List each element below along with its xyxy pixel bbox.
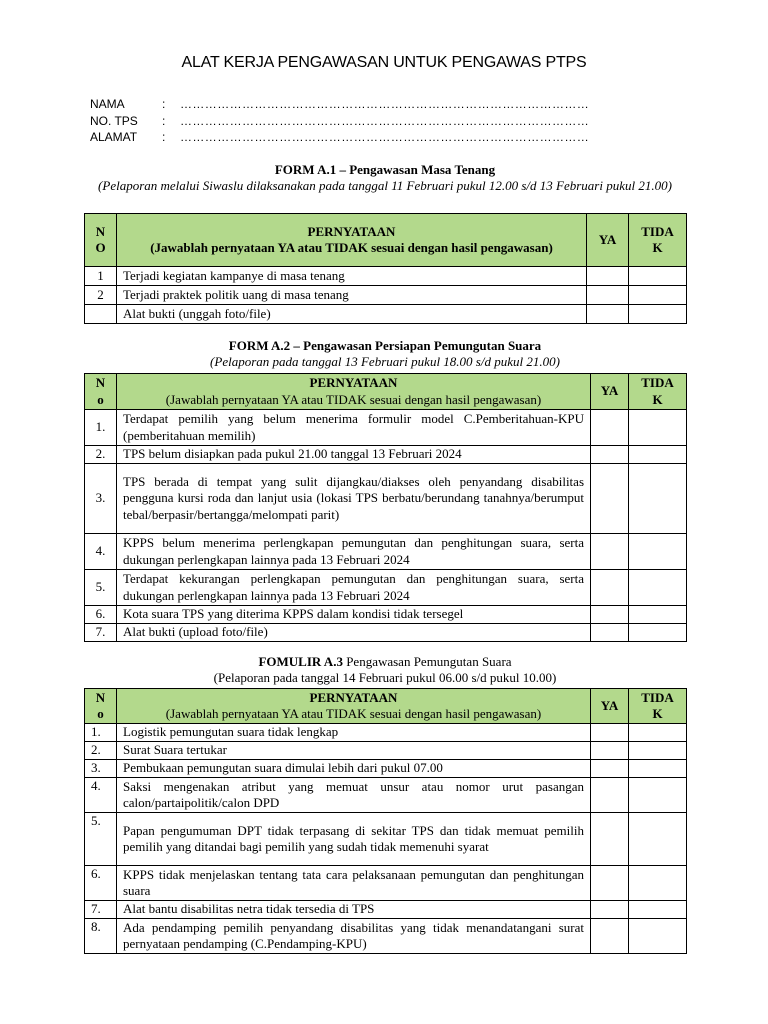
answer-ya-cell[interactable] [587,305,629,324]
row-number: 1. [85,410,117,446]
form-a3-heading [84,654,686,686]
row-number: 3. [85,464,117,534]
answer-tidak-cell[interactable] [629,446,687,464]
identity-fields [90,96,620,146]
header-no: N o [85,374,117,410]
form-title: FOMULIR A.3 Pengawasan Pemungutan Suara [258,654,512,669]
header-no: N o [85,689,117,724]
identity-fill-line: ……………………………………………………………………………………… [180,130,590,144]
form-a3-table [84,688,687,954]
identity-fill-line: ……………………………………………………………………………………… [180,113,590,128]
header-ya: YA [591,689,629,724]
header-no: N O [85,214,117,267]
answer-ya-cell[interactable] [591,534,629,570]
answer-ya-cell[interactable] [591,624,629,642]
form-a2-heading [84,338,686,370]
form-title: FORM A.1 – Pengawasan Masa Tenang [274,162,496,177]
row-statement: TPS berada di tempat yang sulit dijangkau/diakses oleh penyandang disabilitas pengguna kursi roda dan lanjut usia (lokasi TPS berbatu/berundang tanahnya/berumput tebal/berpasir/bertangga/melompati parit) [117,464,591,534]
identity-colon: : [162,130,166,144]
row-statement: Saksi mengenakan atribut yang memuat unsur atau nomor urut pasangan calon/partaipolitik/calon DPD [117,778,591,813]
row-statement: Ada pendamping pemilih penyandang disabilitas yang tidak menandatangani surat pernyataan pendamping (C.Pendamping-KPU) [117,919,591,954]
answer-ya-cell[interactable] [591,901,629,919]
table-row [85,446,687,464]
answer-tidak-cell[interactable] [629,570,687,606]
answer-ya-cell[interactable] [591,724,629,742]
answer-ya-cell[interactable] [587,286,629,305]
identity-row-nama [90,96,620,113]
row-number [85,305,117,324]
row-statement: Surat Suara tertukar [117,742,591,760]
identity-row-no-tps [90,113,620,130]
header-pernyataan: PERNYATAAN (Jawablah pernyataan YA atau TIDAK sesuai dengan hasil pengawasan) [117,689,591,724]
row-number: 3. [85,760,117,778]
table-header-row [85,214,687,267]
answer-tidak-cell[interactable] [629,866,687,901]
row-statement: Alat bukti (upload foto/file) [117,624,591,642]
row-number: 2. [85,742,117,760]
row-number: 1 [85,267,117,286]
row-number: 2. [85,446,117,464]
answer-tidak-cell[interactable] [629,778,687,813]
header-tidak: TIDA K [629,374,687,410]
answer-ya-cell[interactable] [591,570,629,606]
answer-ya-cell[interactable] [591,464,629,534]
table-header-row [85,374,687,410]
table-row [85,305,687,324]
header-tidak: TIDA K [629,689,687,724]
row-number: 6. [85,606,117,624]
row-statement: Alat bukti (unggah foto/file) [117,305,587,324]
answer-ya-cell[interactable] [591,866,629,901]
answer-tidak-cell[interactable] [629,724,687,742]
table-row [85,570,687,606]
row-statement: Terjadi kegiatan kampanye di masa tenang [117,267,587,286]
answer-tidak-cell[interactable] [629,410,687,446]
form-a1-table [84,213,687,324]
answer-ya-cell[interactable] [591,760,629,778]
row-number: 2 [85,286,117,305]
answer-ya-cell[interactable] [591,446,629,464]
answer-tidak-cell[interactable] [629,267,687,286]
answer-tidak-cell[interactable] [629,813,687,866]
form-a2-table [84,373,687,642]
header-pernyataan: PERNYATAAN (Jawablah pernyataan YA atau TIDAK sesuai dengan hasil pengawasan) [117,214,587,267]
table-row [85,901,687,919]
form-subtitle: (Pelaporan pada tanggal 14 Februari pukul 06.00 s/d pukul 10.00) [213,670,557,685]
page-title: ALAT KERJA PENGAWASAN UNTUK PENGAWAS PTPS [181,54,587,71]
row-statement: Terdapat pemilih yang belum menerima formulir model C.Pemberitahuan-KPU (pemberitahuan memilih) [117,410,591,446]
row-number: 4. [85,534,117,570]
table-row [85,724,687,742]
header-pernyataan: PERNYATAAN (Jawablah pernyataan YA atau TIDAK sesuai dengan hasil pengawasan) [117,374,591,410]
answer-ya-cell[interactable] [591,410,629,446]
table-row [85,866,687,901]
row-statement: Terdapat kekurangan perlengkapan pemungutan dan penghitungan suara, serta dukungan perlengkapan lainnya pada 13 Februari 2024 [117,570,591,606]
table-row [85,464,687,534]
table-row [85,760,687,778]
identity-colon: : [162,97,166,111]
table-row [85,624,687,642]
row-number: 4. [85,778,117,813]
table-row [85,813,687,866]
answer-tidak-cell[interactable] [629,901,687,919]
row-statement: Logistik pemungutan suara tidak lengkap [117,724,591,742]
table-row [85,286,687,305]
identity-colon: : [162,113,166,128]
answer-ya-cell[interactable] [587,267,629,286]
row-number: 6. [85,866,117,901]
header-ya: YA [591,374,629,410]
identity-label: ALAMAT [90,130,138,144]
row-statement: KPPS tidak menjelaskan tentang tata cara pelaksanaan pemungutan dan penghitungan suara [117,866,591,901]
answer-tidak-cell[interactable] [629,919,687,954]
answer-tidak-cell[interactable] [629,624,687,642]
answer-tidak-cell[interactable] [629,742,687,760]
identity-row-alamat [90,129,620,146]
header-ya: YA [587,214,629,267]
answer-tidak-cell[interactable] [629,464,687,534]
table-row [85,778,687,813]
answer-tidak-cell[interactable] [629,305,687,324]
table-row [85,267,687,286]
form-subtitle: (Pelaporan melalui Siwaslu dilaksanakan pada tanggal 11 Februari pukul 12.00 s/d 13 Februari pukul 21.00) [98,178,672,193]
form-a1-heading [84,162,686,194]
row-statement: Kota suara TPS yang diterima KPPS dalam kondisi tidak tersegel [117,606,591,624]
identity-label: NAMA [90,97,125,111]
row-number: 7. [85,624,117,642]
answer-tidak-cell[interactable] [629,534,687,570]
form-title: FORM A.2 – Pengawasan Persiapan Pemungutan Suara [228,338,542,353]
answer-tidak-cell[interactable] [629,286,687,305]
table-row [85,534,687,570]
row-statement: Terjadi praktek politik uang di masa tenang [117,286,587,305]
row-number: 7. [85,901,117,919]
identity-label: NO. TPS [90,113,138,128]
table-header-row [85,689,687,724]
table-row [85,410,687,446]
answer-ya-cell[interactable] [591,919,629,954]
row-statement: Alat bantu disabilitas netra tidak tersedia di TPS [117,901,591,919]
answer-ya-cell[interactable] [591,606,629,624]
row-statement: Papan pengumuman DPT tidak terpasang di sekitar TPS dan tidak memuat pemilih pemilih yang ditandai bagi pemilih yang sudah tidak memenuhi syarat [117,813,591,866]
row-number: 1. [85,724,117,742]
answer-ya-cell[interactable] [591,742,629,760]
row-number: 5. [85,570,117,606]
answer-tidak-cell[interactable] [629,606,687,624]
row-number: 8. [85,919,117,954]
answer-ya-cell[interactable] [591,778,629,813]
row-statement: TPS belum disiapkan pada pukul 21.00 tanggal 13 Februari 2024 [117,446,591,464]
header-tidak: TIDA K [629,214,687,267]
row-statement: Pembukaan pemungutan suara dimulai lebih dari pukul 07.00 [117,760,591,778]
answer-ya-cell[interactable] [591,813,629,866]
identity-fill-line: ……………………………………………………………………………………… [180,97,590,111]
table-row [85,742,687,760]
row-number: 5. [85,813,117,866]
form-subtitle: (Pelaporan pada tanggal 13 Februari pukul 18.00 s/d pukul 21.00) [210,354,560,369]
table-row [85,606,687,624]
row-statement: KPPS belum menerima perlengkapan pemungutan dan penghitungan suara, serta dukungan perlengkapan lainnya pada 13 Februari 2024 [117,534,591,570]
answer-tidak-cell[interactable] [629,760,687,778]
table-row [85,919,687,954]
